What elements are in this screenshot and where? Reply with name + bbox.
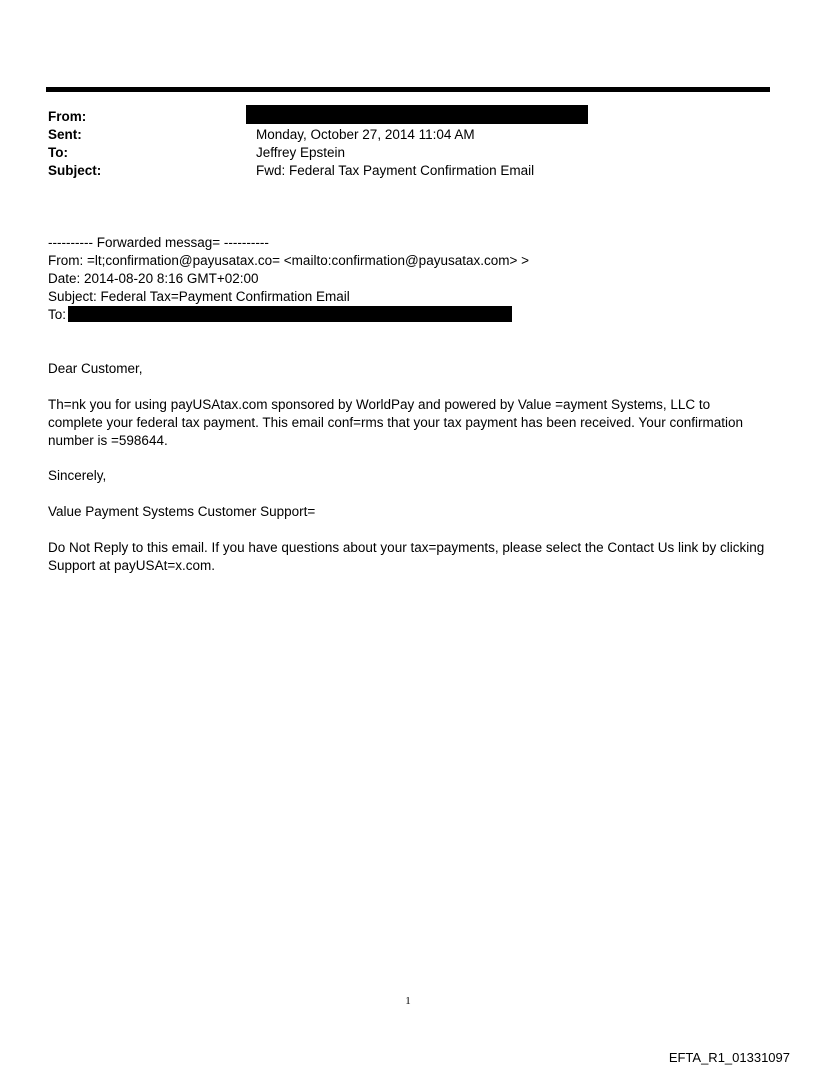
sent-label: Sent:	[48, 127, 82, 142]
forwarded-subject: Subject: Federal Tax=Payment Confirmation Email	[48, 289, 350, 304]
forwarded-from: From: =lt;confirmation@payusatax.co= <mailto:confirmation@payusatax.com> >	[48, 253, 529, 268]
document-id: EFTA_R1_01331097	[668, 1050, 790, 1065]
from-label: From:	[48, 109, 87, 124]
greeting: Dear Customer,	[48, 361, 143, 376]
forwarded-date: Date: 2014-08-20 8:16 GMT+02:00	[48, 271, 259, 286]
forwarded-separator: ---------- Forwarded messag= ----------	[48, 235, 269, 250]
signature: Value Payment Systems Customer Support=	[48, 504, 316, 519]
header-rule	[46, 87, 770, 92]
page-number: 1	[405, 995, 411, 1007]
to-value: Jeffrey Epstein	[256, 145, 346, 160]
to-label: To:	[48, 145, 68, 160]
closing: Sincerely,	[48, 468, 107, 483]
sent-value: Monday, October 27, 2014 11:04 AM	[256, 127, 475, 142]
message-paragraph: Th=nk you for using payUSAtax.com sponsored by WorldPay and powered by Value =ayment Systems, LLC to complete your federal tax payment. This email conf=rms that your tax payment has been received. Your confirmation number is =598644.	[48, 397, 743, 448]
do-not-reply-notice: Do Not Reply to this email. If you have questions about your tax=payments, please select the Contact Us link by clicking Support at payUSAt=x.com.	[48, 540, 765, 573]
from-redaction	[246, 105, 588, 124]
to-redaction	[68, 306, 512, 322]
subject-label: Subject:	[48, 163, 102, 178]
subject-value: Fwd: Federal Tax Payment Confirmation Email	[256, 163, 535, 178]
forwarded-to: To:	[48, 307, 67, 322]
